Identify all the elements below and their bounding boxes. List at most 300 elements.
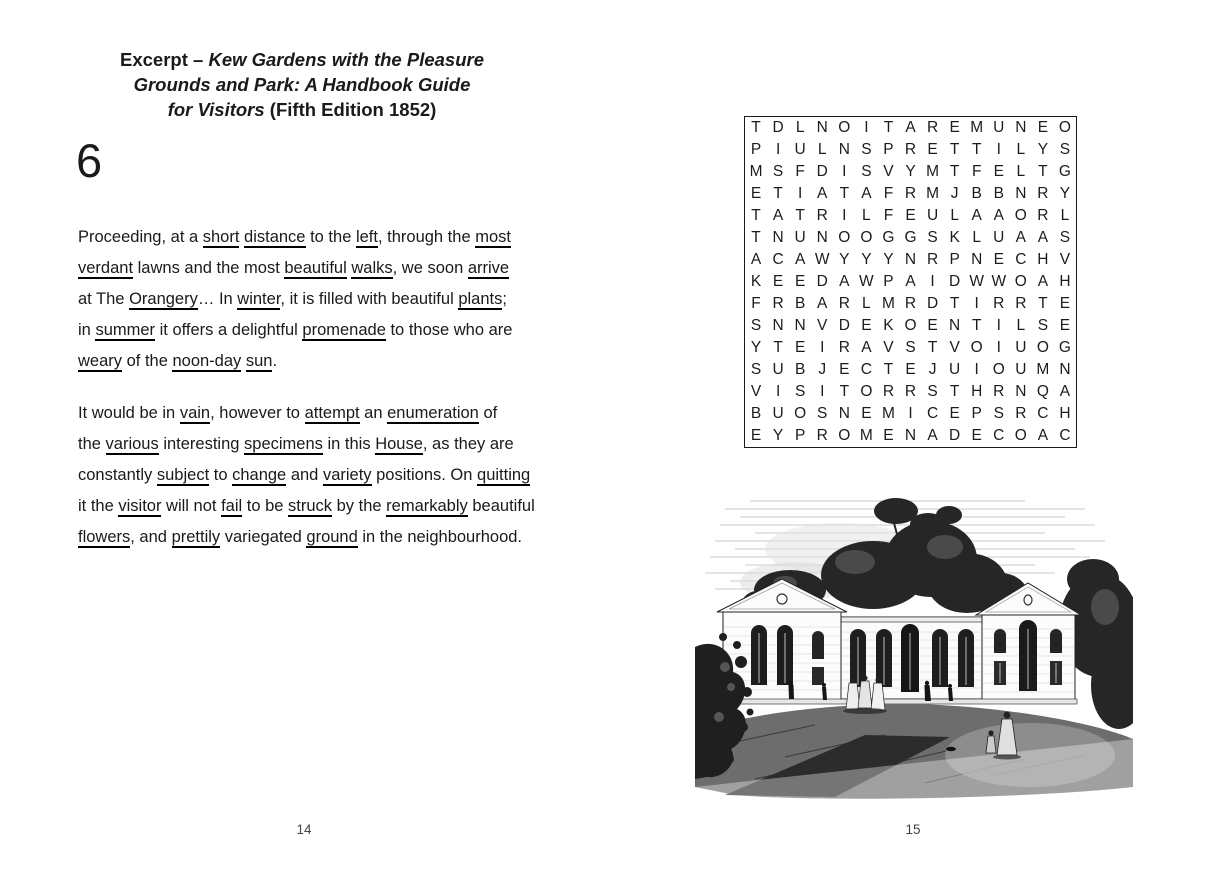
ws-letter: U (1015, 361, 1027, 378)
ws-letter: I (996, 141, 1001, 158)
text-line (78, 429, 535, 460)
ws-letter: F (795, 163, 805, 180)
ws-letter: P (750, 141, 762, 158)
ws-letter: E (949, 119, 960, 136)
text-line (78, 398, 535, 429)
text-line (78, 284, 535, 315)
ws-letter: O (860, 383, 873, 400)
ws-letter: E (750, 427, 762, 444)
underlined-word: walks (351, 259, 393, 277)
ws-letter: S (817, 405, 828, 422)
title-line (40, 97, 564, 122)
text-segment: , we soon (392, 259, 468, 277)
ws-letter: T (839, 185, 850, 202)
ws-letter: O (1014, 427, 1027, 444)
text-line (78, 253, 535, 284)
ws-letter: M (926, 163, 940, 180)
title-segment: for Visitors (167, 99, 265, 120)
ws-letter: M (1036, 361, 1050, 378)
ws-letter: J (950, 185, 959, 202)
ws-letter: U (949, 361, 961, 378)
underlined-word: vain (179, 404, 211, 422)
underlined-word: attempt (304, 404, 360, 422)
underlined-word: arrive (467, 259, 510, 277)
underlined-word: visitor (118, 497, 162, 515)
ws-letter: I (974, 361, 979, 378)
ws-letter: S (750, 317, 762, 334)
ws-letter: C (926, 405, 939, 422)
ws-letter: C (860, 361, 872, 378)
ws-letter: S (905, 339, 916, 356)
text-segment: in this (322, 435, 376, 453)
text-line (78, 346, 535, 377)
ws-letter: G (1058, 163, 1071, 180)
ws-letter: S (861, 141, 872, 158)
ws-letter: P (949, 251, 960, 268)
ws-letter: R (838, 295, 850, 312)
ws-letter: U (794, 141, 806, 158)
text-segment: positions. On (371, 466, 478, 484)
text-line (78, 522, 535, 553)
ws-letter: T (949, 141, 960, 158)
underlined-word: flowers (78, 528, 131, 546)
ws-letter: E (883, 427, 894, 444)
ws-letter: O (838, 427, 851, 444)
lawn (695, 704, 1133, 802)
ws-letter: Y (750, 339, 762, 356)
ws-letter: E (794, 339, 806, 356)
ws-letter: Y (1037, 141, 1049, 158)
ws-letter: L (862, 207, 871, 224)
ws-letter: A (794, 251, 806, 268)
ws-letter: L (1016, 317, 1026, 334)
ws-letter: Y (1059, 185, 1071, 202)
ws-letter: I (820, 383, 825, 400)
ws-letter: E (750, 185, 762, 202)
ws-letter: U (1015, 339, 1027, 356)
ws-letter: N (1059, 361, 1071, 378)
ws-letter: N (772, 317, 784, 334)
ws-letter: L (972, 229, 981, 246)
ws-letter: I (996, 339, 1001, 356)
ws-letter: D (926, 295, 939, 312)
ws-letter: G (904, 229, 917, 246)
text-segment: ; (502, 290, 507, 308)
ws-letter: F (883, 207, 894, 224)
ws-letter: A (861, 185, 872, 202)
ws-letter: E (861, 405, 872, 422)
underlined-word: enumeration (387, 404, 479, 422)
ws-letter: A (971, 207, 982, 224)
ws-letter: U (926, 207, 939, 224)
ws-letter: I (996, 317, 1001, 334)
ws-letter: O (1014, 273, 1027, 290)
text-segment: , through the (377, 228, 476, 246)
ws-letter: I (775, 141, 781, 158)
ws-letter: T (949, 163, 960, 180)
ws-letter: C (993, 427, 1005, 444)
ws-letter: R (816, 427, 828, 444)
ws-letter: R (882, 383, 895, 400)
ws-letter: M (926, 185, 940, 202)
ws-letter: N (838, 405, 850, 422)
ws-letter: U (993, 119, 1005, 136)
title-line (40, 72, 564, 97)
ws-letter: E (993, 163, 1004, 180)
underlined-word: verdant (78, 259, 134, 277)
text-segment: interesting (158, 435, 245, 453)
ws-letter: R (772, 295, 784, 312)
ws-letter: A (817, 185, 828, 202)
ws-letter: A (1037, 229, 1049, 246)
ws-letter: R (1037, 207, 1049, 224)
underlined-word: variety (322, 466, 372, 484)
ws-letter: I (842, 163, 847, 180)
title-segment: Kew Gardens with the Pleasure (208, 49, 484, 70)
text-segment: Proceeding, at a (78, 228, 203, 246)
text-segment: it the (78, 497, 119, 515)
underlined-word: most (475, 228, 511, 246)
ws-letter: S (750, 361, 762, 378)
ws-letter: A (905, 273, 916, 290)
text-segment: , and (130, 528, 172, 546)
ws-letter: T (883, 119, 894, 136)
text-segment: lawns and the most (133, 259, 285, 277)
ws-letter: N (772, 229, 784, 246)
ws-letter: I (842, 207, 847, 224)
ws-letter: T (839, 383, 850, 400)
ws-letter: H (1059, 273, 1071, 290)
ws-letter: T (927, 339, 938, 356)
ws-letter: N (904, 251, 917, 268)
ws-letter: R (838, 339, 850, 356)
ws-letter: A (993, 207, 1004, 224)
underlined-word: summer (95, 321, 156, 339)
text-segment: It would be in (78, 404, 180, 422)
page-number-left: 14 (296, 822, 312, 837)
text-segment: beautiful (467, 497, 535, 515)
ws-letter: F (883, 185, 894, 202)
ws-letter: U (772, 405, 784, 422)
text-line (78, 491, 535, 522)
ws-letter: O (838, 119, 851, 136)
ws-letter: N (949, 317, 961, 334)
text-line (78, 460, 535, 491)
text-segment: will not (161, 497, 222, 515)
ws-letter: A (1015, 229, 1026, 246)
text-line (78, 315, 535, 346)
text-segment: by the (332, 497, 387, 515)
ws-letter: R (926, 119, 939, 136)
underlined-word: promenade (302, 321, 386, 339)
text-segment: , it is filled with beautiful (280, 290, 459, 308)
ws-letter: K (883, 317, 894, 334)
title-line (40, 47, 564, 72)
text-segment: of (478, 404, 498, 422)
underlined-word: Orangery (129, 290, 198, 308)
text-segment: the (78, 435, 106, 453)
ws-letter: S (1059, 141, 1071, 158)
ws-letter: O (970, 339, 983, 356)
ws-letter: A (1059, 383, 1071, 400)
ws-letter: B (794, 361, 806, 378)
title-segment: Grounds and Park: A Handbook Guide (133, 74, 471, 95)
underlined-word: remarkably (386, 497, 468, 515)
ws-letter: A (905, 119, 916, 136)
ws-letter: R (1015, 405, 1027, 422)
underlined-word: struck (288, 497, 333, 515)
title-segment: (Fifth Edition 1852) (264, 99, 437, 120)
text-segment: in (78, 321, 96, 339)
ws-letter: O (794, 405, 807, 422)
ws-letter: I (930, 273, 935, 290)
text-line (78, 222, 535, 253)
ws-letter: A (1037, 427, 1049, 444)
ws-letter: V (949, 339, 960, 356)
ws-letter: T (1038, 295, 1048, 312)
text-segment: variegated (220, 528, 307, 546)
underlined-word: winter (237, 290, 281, 308)
ws-letter: E (861, 317, 872, 334)
ws-letter: R (926, 251, 939, 268)
ws-letter: T (949, 295, 960, 312)
ws-letter: C (1015, 251, 1027, 268)
ws-letter: S (1059, 229, 1071, 246)
ws-letter: L (1016, 141, 1026, 158)
ws-letter: U (993, 229, 1005, 246)
ws-letter: D (772, 119, 784, 136)
underlined-word: various (105, 435, 159, 453)
ws-letter: M (749, 163, 763, 180)
ws-letter: I (775, 383, 781, 400)
ws-letter: L (862, 295, 871, 312)
ws-letter: B (993, 185, 1004, 202)
ws-letter: T (795, 207, 805, 224)
excerpt-text (78, 222, 535, 553)
text-segment: it offers a delightful (155, 321, 303, 339)
ws-letter: O (1014, 207, 1027, 224)
ws-letter: V (1059, 251, 1071, 268)
text-segment: at The (78, 290, 130, 308)
ws-letter: T (949, 383, 960, 400)
ws-letter: R (904, 185, 917, 202)
ws-letter: A (772, 207, 784, 224)
ws-letter: M (881, 405, 895, 422)
ws-letter: D (816, 163, 828, 180)
ws-letter: S (861, 163, 872, 180)
ws-letter: E (927, 141, 938, 158)
ws-letter: G (882, 229, 895, 246)
ws-letter: N (816, 229, 828, 246)
ws-letter: T (751, 207, 761, 224)
ws-letter: N (904, 427, 917, 444)
ws-letter: O (1036, 339, 1049, 356)
ws-letter: D (949, 427, 961, 444)
underlined-word: subject (156, 466, 210, 484)
ws-letter: C (772, 251, 784, 268)
text-segment: … In (197, 290, 238, 308)
ws-letter: H (971, 383, 983, 400)
underlined-word: weary (78, 352, 123, 370)
ws-letter: J (818, 361, 827, 378)
ws-letter: E (772, 273, 784, 290)
ws-letter: H (1037, 251, 1049, 268)
ws-letter: A (1037, 273, 1049, 290)
ws-letter: A (927, 427, 938, 444)
ws-letter: I (908, 405, 913, 422)
paragraph (78, 222, 535, 377)
ws-letter: V (750, 383, 762, 400)
underlined-word: short (202, 228, 240, 246)
ws-letter: W (991, 273, 1007, 290)
text-segment: to be (242, 497, 289, 515)
ws-letter: Y (839, 251, 850, 268)
ws-letter: G (1058, 339, 1071, 356)
ws-letter: I (798, 185, 803, 202)
ws-letter: I (820, 339, 825, 356)
underlined-word: ground (306, 528, 358, 546)
ws-letter: R (1037, 185, 1049, 202)
ws-letter: N (794, 317, 806, 334)
ws-letter: N (1015, 185, 1027, 202)
ws-letter: W (969, 273, 984, 290)
orangery-illustration (695, 487, 1133, 802)
ws-letter: T (971, 317, 982, 334)
ws-letter: E (1037, 119, 1049, 136)
ws-letter: E (1059, 317, 1071, 334)
text-segment: in the neighbourhood. (357, 528, 523, 546)
ws-letter: D (838, 317, 850, 334)
ws-letter: R (993, 383, 1005, 400)
underlined-word: sun (245, 352, 273, 370)
ws-letter: K (949, 229, 960, 246)
ws-letter: U (772, 361, 784, 378)
underlined-word: left (355, 228, 378, 246)
ws-letter: D (816, 273, 828, 290)
ws-letter: T (883, 361, 894, 378)
underlined-word: plants (458, 290, 503, 308)
ws-letter: P (883, 273, 894, 290)
ws-letter: R (816, 207, 828, 224)
text-segment: constantly (78, 466, 157, 484)
ws-letter: W (814, 251, 830, 268)
ws-letter: Y (772, 427, 784, 444)
ws-letter: M (881, 295, 895, 312)
ws-letter: B (971, 185, 982, 202)
ws-letter: A (839, 273, 850, 290)
ws-letter: P (883, 141, 894, 158)
text-segment: , however to (210, 404, 305, 422)
ws-letter: R (904, 141, 917, 158)
ws-letter: L (817, 141, 827, 158)
ws-letter: C (1037, 405, 1049, 422)
ws-letter: L (795, 119, 805, 136)
ws-letter: A (817, 295, 828, 312)
ws-letter: B (750, 405, 762, 422)
ws-letter: E (905, 207, 916, 224)
page-title (40, 47, 564, 122)
ws-letter: T (751, 119, 761, 136)
ws-letter: S (927, 229, 938, 246)
ws-letter: V (883, 163, 894, 180)
ws-letter: B (794, 295, 806, 312)
ws-letter: E (971, 427, 982, 444)
text-segment: to (209, 466, 233, 484)
ws-letter: Q (1036, 383, 1049, 400)
title-segment: Excerpt – (120, 49, 209, 70)
ws-letter: E (927, 317, 938, 334)
ws-letter: N (838, 141, 850, 158)
ws-letter: M (859, 427, 873, 444)
ws-letter: R (1015, 295, 1027, 312)
ws-letter: S (772, 163, 784, 180)
ws-letter: E (839, 361, 850, 378)
ws-letter: I (864, 119, 869, 136)
ws-letter: L (1060, 207, 1070, 224)
ws-letter: T (773, 339, 783, 356)
underlined-word: prettily (171, 528, 221, 546)
ws-letter: C (1059, 427, 1071, 444)
ws-letter: O (838, 229, 851, 246)
ws-letter: R (904, 383, 917, 400)
ws-letter: O (992, 361, 1005, 378)
ws-letter: D (949, 273, 961, 290)
ws-letter: N (1015, 383, 1027, 400)
underlined-word: quitting (477, 466, 531, 484)
chapter-number: 6 (76, 134, 103, 187)
ws-letter: T (773, 185, 783, 202)
ws-letter: O (1058, 119, 1071, 136)
ws-letter: P (794, 427, 806, 444)
ws-letter: I (974, 295, 979, 312)
ws-letter: R (993, 295, 1005, 312)
ws-letter: S (1037, 317, 1049, 334)
ws-letter: N (971, 251, 983, 268)
underlined-word: noon-day (172, 352, 242, 370)
ws-letter: F (971, 163, 982, 180)
ws-letter: O (904, 317, 917, 334)
ws-letter: E (905, 361, 916, 378)
paragraph (78, 398, 535, 553)
underlined-word: change (232, 466, 287, 484)
ws-letter: W (859, 273, 874, 290)
text-segment: an (359, 404, 388, 422)
ws-letter: T (1038, 163, 1048, 180)
text-segment: . (272, 352, 278, 370)
ws-letter: A (861, 339, 872, 356)
ws-letter: T (751, 229, 761, 246)
ws-letter: K (750, 273, 762, 290)
underlined-word: distance (244, 228, 306, 246)
ws-letter: E (794, 273, 806, 290)
underlined-word: fail (221, 497, 243, 515)
ws-letter: E (1059, 295, 1071, 312)
text-segment: , as they are (422, 435, 514, 453)
ws-letter: S (794, 383, 806, 400)
ws-letter: M (970, 119, 984, 136)
ws-letter: Y (861, 251, 872, 268)
ws-letter: E (993, 251, 1004, 268)
ws-letter: N (1015, 119, 1027, 136)
ws-letter: V (817, 317, 828, 334)
ws-letter: N (816, 119, 828, 136)
ws-letter: O (860, 229, 873, 246)
word-search-grid (744, 116, 1077, 448)
ws-letter: Y (883, 251, 894, 268)
page-number-right: 15 (905, 822, 921, 837)
ws-letter: S (927, 383, 938, 400)
text-segment: to those who are (385, 321, 513, 339)
